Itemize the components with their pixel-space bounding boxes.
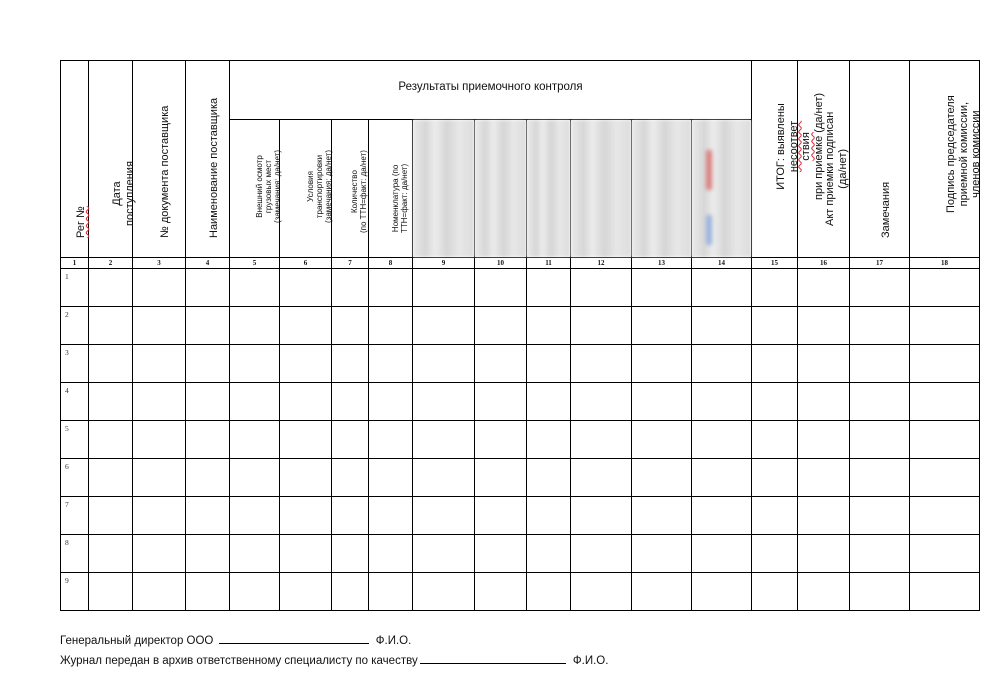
header-reg-no-text: Рег № bbox=[74, 206, 87, 239]
table-cell[interactable] bbox=[752, 383, 798, 421]
table-cell[interactable] bbox=[571, 573, 632, 611]
table-cell[interactable] bbox=[186, 269, 230, 307]
table-cell[interactable] bbox=[527, 421, 571, 459]
table-cell[interactable] bbox=[798, 307, 850, 345]
table-cell[interactable] bbox=[230, 345, 280, 383]
column-number: 15 bbox=[752, 258, 798, 269]
table-cell[interactable] bbox=[692, 307, 752, 345]
table-cell[interactable] bbox=[332, 573, 369, 611]
table-cell[interactable] bbox=[527, 459, 571, 497]
header-quantity bbox=[332, 120, 369, 258]
header-date bbox=[89, 61, 136, 258]
table-cell[interactable] bbox=[89, 497, 133, 535]
table-cell[interactable] bbox=[850, 497, 910, 535]
table-cell[interactable] bbox=[230, 421, 280, 459]
table-cell[interactable] bbox=[571, 497, 632, 535]
table-cell[interactable] bbox=[133, 345, 186, 383]
header-acceptance-results: Результаты приемочного контроля bbox=[230, 61, 752, 120]
table-cell[interactable] bbox=[798, 573, 850, 611]
table-cell[interactable] bbox=[632, 459, 692, 497]
column-number: 10 bbox=[475, 258, 527, 269]
column-number: 3 bbox=[133, 258, 186, 269]
table-cell[interactable] bbox=[280, 383, 332, 421]
table-cell[interactable] bbox=[89, 383, 133, 421]
header-doc-no-text: № документа поставщика bbox=[159, 105, 171, 239]
table-cell[interactable] bbox=[332, 269, 369, 307]
row-number: 2 bbox=[61, 307, 89, 345]
header-remarks-text: Замечания bbox=[879, 182, 892, 239]
header-visual-line-3: (замечания: да/нет) bbox=[272, 150, 282, 224]
table-cell[interactable] bbox=[527, 269, 571, 307]
acceptance-control-journal-table bbox=[60, 60, 980, 611]
table-cell[interactable] bbox=[752, 535, 798, 573]
table-cell[interactable] bbox=[910, 497, 980, 535]
header-visual-line-2: грузовых мест bbox=[263, 160, 273, 214]
table-cell[interactable] bbox=[133, 383, 186, 421]
table-cell[interactable] bbox=[850, 307, 910, 345]
table-cell[interactable] bbox=[752, 421, 798, 459]
table-cell[interactable] bbox=[280, 345, 332, 383]
table-cell[interactable] bbox=[571, 307, 632, 345]
footer-director-line bbox=[60, 632, 411, 647]
header-transport-line-3: (замечания: да/нет) bbox=[323, 150, 333, 224]
row-number: 3 bbox=[61, 345, 89, 383]
header-remarks bbox=[850, 61, 910, 258]
table-cell[interactable] bbox=[369, 421, 413, 459]
table-cell[interactable] bbox=[89, 459, 133, 497]
header-nomenclature-line-1: Номенклатура (по bbox=[390, 164, 400, 232]
table-cell[interactable] bbox=[798, 421, 850, 459]
column-number: 5 bbox=[230, 258, 280, 269]
table-row bbox=[61, 421, 980, 459]
archive-fio: Ф.И.О. bbox=[572, 655, 609, 667]
table-cell[interactable] bbox=[798, 345, 850, 383]
table-cell[interactable] bbox=[850, 459, 910, 497]
table-cell[interactable] bbox=[186, 383, 230, 421]
table-cell[interactable] bbox=[798, 497, 850, 535]
row-number: 5 bbox=[61, 421, 89, 459]
table-cell[interactable] bbox=[230, 459, 280, 497]
table-cell[interactable] bbox=[230, 307, 280, 345]
table-cell[interactable] bbox=[369, 383, 413, 421]
table-cell[interactable] bbox=[632, 383, 692, 421]
table-cell[interactable] bbox=[133, 497, 186, 535]
table-cell[interactable] bbox=[692, 383, 752, 421]
table-row bbox=[61, 269, 980, 307]
table-cell[interactable] bbox=[910, 307, 980, 345]
table-cell[interactable] bbox=[280, 535, 332, 573]
header-result bbox=[752, 61, 825, 258]
table-cell[interactable] bbox=[133, 307, 186, 345]
table-cell[interactable] bbox=[332, 497, 369, 535]
director-label: Генеральный директор ООО bbox=[60, 635, 214, 647]
blurred-header-9 bbox=[413, 120, 475, 258]
director-fio: Ф.И.О. bbox=[375, 635, 412, 647]
table-cell[interactable] bbox=[910, 345, 980, 383]
table-row bbox=[61, 383, 980, 421]
table-cell[interactable] bbox=[89, 307, 133, 345]
header-transport-line-2: транспортировки bbox=[314, 155, 324, 219]
table-cell[interactable] bbox=[632, 345, 692, 383]
table-cell[interactable] bbox=[798, 459, 850, 497]
table-cell[interactable] bbox=[89, 345, 133, 383]
table-cell[interactable] bbox=[369, 307, 413, 345]
table-cell[interactable] bbox=[369, 269, 413, 307]
table-cell[interactable] bbox=[752, 497, 798, 535]
table-cell[interactable] bbox=[332, 383, 369, 421]
column-number: 12 bbox=[571, 258, 632, 269]
header-transport-line-1: Условия bbox=[305, 171, 315, 203]
header-act bbox=[798, 61, 850, 258]
table-cell[interactable] bbox=[186, 497, 230, 535]
header-signature-line-2: приемной комиссии, bbox=[957, 102, 970, 207]
table-cell[interactable] bbox=[692, 421, 752, 459]
column-number: 13 bbox=[632, 258, 692, 269]
table-cell[interactable] bbox=[133, 535, 186, 573]
table-cell[interactable] bbox=[475, 459, 527, 497]
table-cell[interactable] bbox=[89, 535, 133, 573]
table-cell[interactable] bbox=[186, 573, 230, 611]
row-number: 4 bbox=[61, 383, 89, 421]
footer-archive-line bbox=[60, 652, 608, 667]
header-transport-conditions bbox=[280, 120, 332, 258]
header-result-line-2: ствия при приемке (да/нет) bbox=[799, 93, 825, 201]
header-act-line-1: Акт приемки подписан bbox=[823, 111, 836, 226]
blurred-header-10 bbox=[475, 120, 527, 258]
row-number: 1 bbox=[61, 269, 89, 307]
column-number: 6 bbox=[280, 258, 332, 269]
archive-signature-blank[interactable] bbox=[420, 652, 566, 664]
table-cell[interactable] bbox=[230, 573, 280, 611]
header-quantity-line-2: (по ТТН=факт: да/нет) bbox=[359, 149, 369, 233]
table-cell[interactable] bbox=[850, 535, 910, 573]
table-cell[interactable] bbox=[692, 497, 752, 535]
header-supplier-text: Наименование поставщика bbox=[207, 98, 220, 239]
table-cell[interactable] bbox=[186, 307, 230, 345]
table-cell[interactable] bbox=[186, 459, 230, 497]
column-number: 8 bbox=[369, 258, 413, 269]
table-cell[interactable] bbox=[230, 497, 280, 535]
table-cell[interactable] bbox=[527, 497, 571, 535]
table-cell[interactable] bbox=[332, 459, 369, 497]
table-cell[interactable] bbox=[475, 307, 527, 345]
table-cell[interactable] bbox=[692, 535, 752, 573]
column-number-row bbox=[61, 258, 980, 269]
table-cell[interactable] bbox=[571, 269, 632, 307]
table-cell[interactable] bbox=[475, 269, 527, 307]
header-quantity-line-1: Количество bbox=[350, 169, 359, 213]
table-row bbox=[61, 573, 980, 611]
table-cell[interactable] bbox=[527, 535, 571, 573]
column-number: 18 bbox=[910, 258, 980, 269]
table-cell[interactable] bbox=[752, 573, 798, 611]
blurred-header-13 bbox=[632, 120, 692, 258]
row-number: 6 bbox=[61, 459, 89, 497]
table-cell[interactable] bbox=[332, 307, 369, 345]
table-cell[interactable] bbox=[133, 573, 186, 611]
table-cell[interactable] bbox=[369, 535, 413, 573]
table-cell[interactable] bbox=[692, 269, 752, 307]
table-cell[interactable] bbox=[89, 421, 133, 459]
table-cell[interactable] bbox=[133, 269, 186, 307]
table-row bbox=[61, 307, 980, 345]
column-number: 14 bbox=[692, 258, 752, 269]
table-cell[interactable] bbox=[798, 535, 850, 573]
table-cell[interactable] bbox=[910, 535, 980, 573]
table-cell[interactable] bbox=[89, 573, 133, 611]
table-cell[interactable] bbox=[413, 307, 475, 345]
table-cell[interactable] bbox=[850, 269, 910, 307]
table-cell[interactable] bbox=[280, 573, 332, 611]
table-cell[interactable] bbox=[413, 383, 475, 421]
row-number: 8 bbox=[61, 535, 89, 573]
header-nomenclature bbox=[369, 120, 413, 258]
table-row bbox=[61, 535, 980, 573]
table-cell[interactable] bbox=[475, 497, 527, 535]
table-cell[interactable] bbox=[186, 345, 230, 383]
table-cell[interactable] bbox=[369, 459, 413, 497]
column-number: 11 bbox=[527, 258, 571, 269]
table-cell[interactable] bbox=[910, 269, 980, 307]
column-number: 4 bbox=[186, 258, 230, 269]
blurred-accent-red bbox=[706, 150, 712, 190]
header-supplier bbox=[186, 61, 230, 258]
table-cell[interactable] bbox=[186, 535, 230, 573]
table-cell[interactable] bbox=[632, 269, 692, 307]
table-cell[interactable] bbox=[230, 269, 280, 307]
header-visual-inspection bbox=[230, 120, 280, 258]
archive-label: Журнал передан в архив ответственному специалисту по качеству bbox=[60, 655, 418, 667]
table-cell[interactable] bbox=[413, 535, 475, 573]
table-cell[interactable] bbox=[798, 269, 850, 307]
table-cell[interactable] bbox=[752, 307, 798, 345]
blurred-header-14 bbox=[692, 120, 752, 258]
blurred-accent-blue bbox=[706, 215, 712, 245]
column-number: 1 bbox=[61, 258, 89, 269]
header-signature-line-3: членов комиссии bbox=[969, 110, 982, 198]
column-number: 16 bbox=[798, 258, 850, 269]
column-number: 7 bbox=[332, 258, 369, 269]
table-cell[interactable] bbox=[850, 345, 910, 383]
table-cell[interactable] bbox=[280, 459, 332, 497]
table-cell[interactable] bbox=[692, 345, 752, 383]
header-signature-line-1: Подпись председателя bbox=[944, 95, 957, 214]
table-cell[interactable] bbox=[280, 421, 332, 459]
table-cell[interactable] bbox=[527, 383, 571, 421]
director-signature-blank[interactable] bbox=[219, 632, 369, 644]
column-number: 9 bbox=[413, 258, 475, 269]
table-cell[interactable] bbox=[413, 459, 475, 497]
table-row bbox=[61, 459, 980, 497]
header-result-line-1: ИТОГ: выявлены несоответ bbox=[774, 103, 800, 191]
table-cell[interactable] bbox=[571, 345, 632, 383]
table-cell[interactable] bbox=[571, 459, 632, 497]
journal-body bbox=[61, 269, 980, 611]
table-cell[interactable] bbox=[752, 269, 798, 307]
header-reg-no bbox=[61, 61, 89, 258]
header-signature bbox=[910, 61, 980, 258]
table-cell[interactable] bbox=[475, 383, 527, 421]
header-act-line-2: (да/нет) bbox=[836, 148, 849, 189]
table-cell[interactable] bbox=[527, 573, 571, 611]
table-cell[interactable] bbox=[89, 269, 133, 307]
table-cell[interactable] bbox=[133, 421, 186, 459]
table-cell[interactable] bbox=[527, 345, 571, 383]
table-cell[interactable] bbox=[850, 421, 910, 459]
table-row bbox=[61, 497, 980, 535]
table-cell[interactable] bbox=[280, 497, 332, 535]
table-cell[interactable] bbox=[752, 459, 798, 497]
table-cell[interactable] bbox=[413, 421, 475, 459]
table-cell[interactable] bbox=[632, 421, 692, 459]
table-cell[interactable] bbox=[910, 459, 980, 497]
table-cell[interactable] bbox=[850, 383, 910, 421]
table-cell[interactable] bbox=[798, 383, 850, 421]
table-cell[interactable] bbox=[475, 573, 527, 611]
table-cell[interactable] bbox=[332, 345, 369, 383]
table-cell[interactable] bbox=[692, 459, 752, 497]
table-cell[interactable] bbox=[369, 497, 413, 535]
table-cell[interactable] bbox=[186, 421, 230, 459]
header-nomenclature-line-2: ТТН=факт: да/нет) bbox=[399, 163, 409, 233]
table-cell[interactable] bbox=[632, 497, 692, 535]
table-cell[interactable] bbox=[632, 573, 692, 611]
table-cell[interactable] bbox=[475, 345, 527, 383]
header-doc-no bbox=[133, 61, 186, 258]
table-cell[interactable] bbox=[280, 307, 332, 345]
table-cell[interactable] bbox=[413, 345, 475, 383]
table-cell[interactable] bbox=[632, 535, 692, 573]
blurred-header-12 bbox=[571, 120, 632, 258]
table-cell[interactable] bbox=[332, 535, 369, 573]
table-cell[interactable] bbox=[413, 269, 475, 307]
table-cell[interactable] bbox=[280, 269, 332, 307]
table-cell[interactable] bbox=[571, 383, 632, 421]
table-cell[interactable] bbox=[133, 459, 186, 497]
column-number: 2 bbox=[89, 258, 133, 269]
row-number: 9 bbox=[61, 573, 89, 611]
table-cell[interactable] bbox=[692, 573, 752, 611]
table-row bbox=[61, 345, 980, 383]
table-cell[interactable] bbox=[413, 573, 475, 611]
header-visual-line-1: Внешний осмотр bbox=[254, 155, 264, 219]
table-cell[interactable] bbox=[910, 573, 980, 611]
table-cell[interactable] bbox=[752, 345, 798, 383]
table-cell[interactable] bbox=[571, 421, 632, 459]
table-cell[interactable] bbox=[475, 535, 527, 573]
table-cell[interactable] bbox=[369, 345, 413, 383]
table-cell[interactable] bbox=[230, 383, 280, 421]
row-number: 7 bbox=[61, 497, 89, 535]
table-cell[interactable] bbox=[910, 421, 980, 459]
table-cell[interactable] bbox=[910, 383, 980, 421]
table-cell[interactable] bbox=[369, 573, 413, 611]
table-cell[interactable] bbox=[527, 307, 571, 345]
column-number: 17 bbox=[850, 258, 910, 269]
header-date-line-2: поступления bbox=[123, 160, 136, 226]
table-cell[interactable] bbox=[632, 307, 692, 345]
table-cell[interactable] bbox=[571, 535, 632, 573]
table-cell[interactable] bbox=[413, 497, 475, 535]
table-cell[interactable] bbox=[850, 573, 910, 611]
table-cell[interactable] bbox=[332, 421, 369, 459]
table-cell[interactable] bbox=[230, 535, 280, 573]
table-cell[interactable] bbox=[475, 421, 527, 459]
header-date-line-1: Дата bbox=[110, 181, 123, 206]
blurred-header-11 bbox=[527, 120, 571, 258]
